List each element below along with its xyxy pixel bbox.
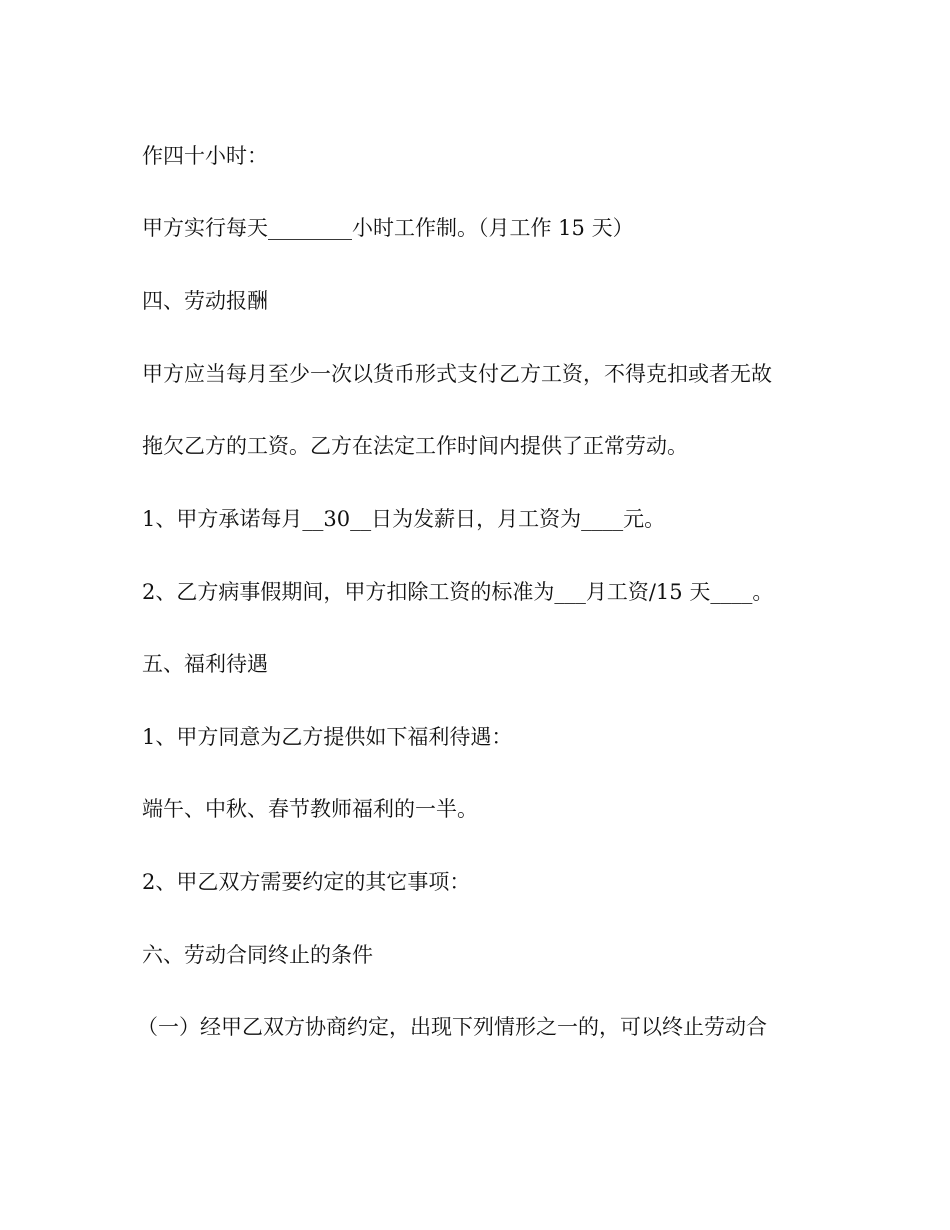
- text-line-2: 甲方实行每天________小时工作制。（月工作 15 天）: [142, 216, 634, 240]
- text-line-4: 甲方应当每月至少一次以货币形式支付乙方工资，不得克扣或者无故: [142, 362, 772, 386]
- text-line-13: （一）经甲乙双方协商约定，出现下列情形之一的，可以终止劳动合: [137, 1015, 767, 1039]
- section-heading-termination: 六、劳动合同终止的条件: [142, 943, 373, 967]
- text-line-5: 拖欠乙方的工资。乙方在法定工作时间内提供了正常劳动。: [142, 434, 688, 458]
- list-item-other-matters: 2、甲乙双方需要约定的其它事项：: [142, 870, 471, 894]
- section-heading-remuneration: 四、劳动报酬: [142, 289, 268, 313]
- text-line-1: 作四十小时：: [142, 144, 268, 168]
- list-item-leave-deduction: 2、乙方病事假期间，甲方扣除工资的标准为___月工资/15 天____。: [142, 580, 774, 604]
- list-item-payday: 1、甲方承诺每月__30__日为发薪日，月工资为____元。: [142, 507, 666, 531]
- text-line-10: 端午、中秋、春节教师福利的一半。: [142, 797, 478, 821]
- section-heading-benefits: 五、福利待遇: [142, 652, 268, 676]
- list-item-benefits: 1、甲方同意为乙方提供如下福利待遇：: [142, 725, 513, 749]
